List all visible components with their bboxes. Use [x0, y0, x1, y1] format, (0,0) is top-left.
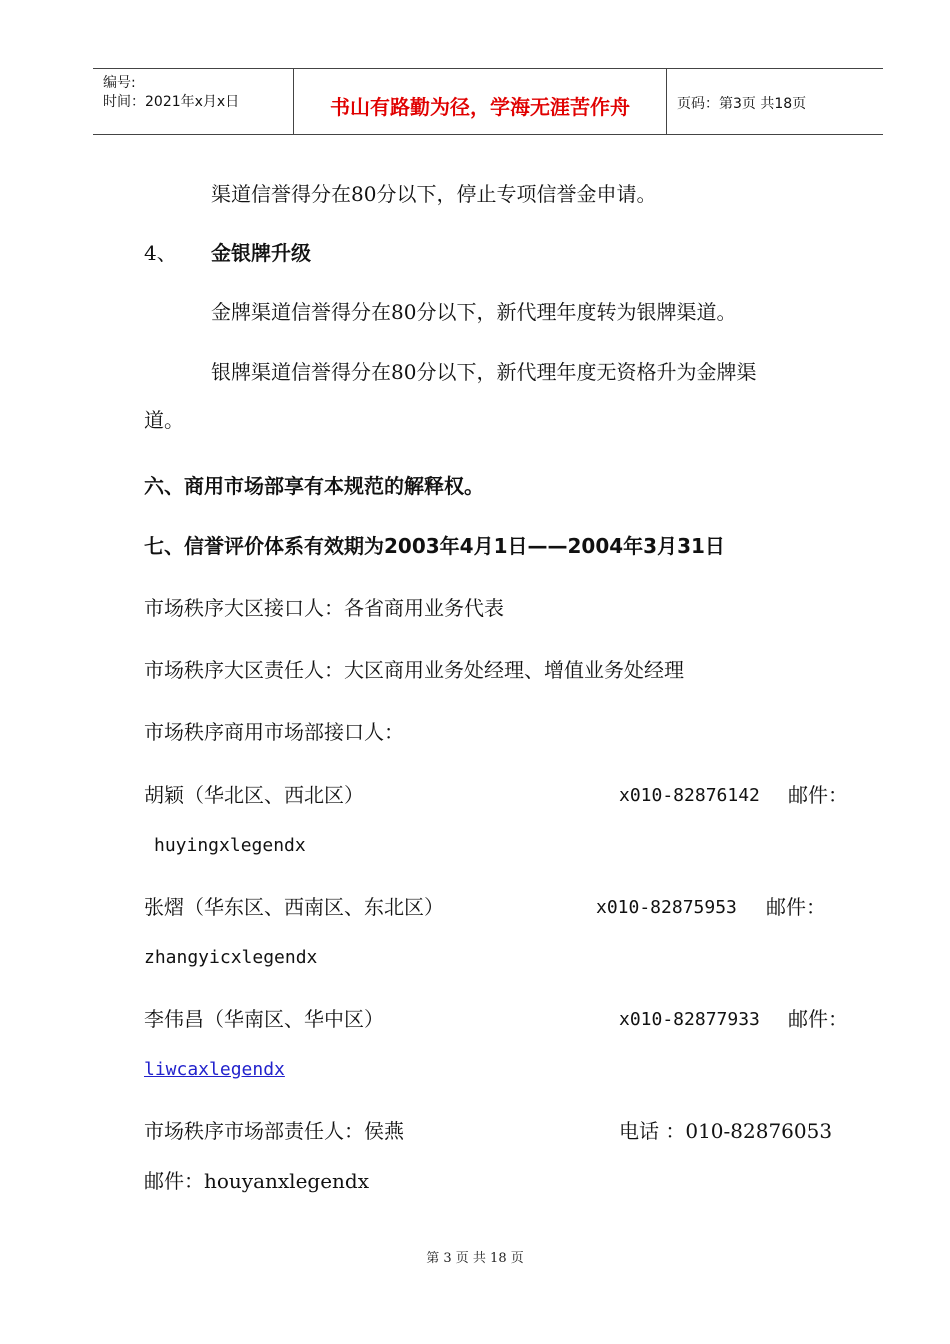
contact-phone: x010-82876142	[619, 785, 760, 806]
contact-name: 李伟昌（华南区、华中区）	[144, 1007, 384, 1031]
dept-interface-contact: 市场秩序商用市场部接口人：	[144, 720, 404, 744]
item-4-title: 金银牌升级	[211, 241, 311, 265]
document-number-label: 编号:	[103, 75, 136, 91]
contact-phone: x010-82875953	[596, 897, 737, 918]
contact-email-label: 邮件：	[766, 895, 826, 919]
page-header	[93, 68, 883, 135]
silver-channel-rule-line1: 银牌渠道信誉得分在80分以下，新代理年度无资格升为金牌渠	[211, 360, 757, 384]
contact-email-label: 邮件：	[788, 1007, 848, 1031]
region-responsible-contact: 市场秩序大区责任人：大区商用业务处经理、增值业务处经理	[144, 658, 684, 682]
page-footer: 第 3 页 共 18 页	[426, 1251, 524, 1266]
section-6-heading: 六、商用市场部享有本规范的解释权。	[144, 474, 484, 498]
header-page-cell	[667, 69, 883, 134]
contact-email: huyingxlegendx	[154, 835, 306, 856]
dept-head-label: 市场秩序市场部责任人：侯燕	[144, 1119, 404, 1143]
header-meta-cell	[93, 69, 294, 134]
contact-email-label: 邮件：	[788, 783, 848, 807]
contact-phone: x010-82877933	[619, 1009, 760, 1030]
dept-head-phone: 电话 ：010-82876053	[619, 1119, 833, 1143]
header-page-number: 页码：第3页 共18页	[677, 96, 807, 112]
header-motto: 书山有路勤为径，学海无涯苦作舟	[330, 95, 630, 119]
section-7-heading: 七、信誉评价体系有效期为2003年4月1日——2004年3月31日	[144, 534, 725, 558]
item-4-number: 4、	[144, 241, 177, 265]
contact-name: 张熠（华东区、西南区、东北区）	[144, 895, 444, 919]
dept-head-email: 邮件：houyanxlegendx	[144, 1169, 370, 1193]
region-interface-contact: 市场秩序大区接口人：各省商用业务代表	[144, 596, 504, 620]
contact-email: zhangyicxlegendx	[144, 947, 318, 968]
silver-channel-rule-line2: 道。	[144, 408, 184, 432]
credit-line-stop: 渠道信誉得分在80分以下，停止专项信誉金申请。	[211, 182, 657, 206]
contact-name: 胡颖（华北区、西北区）	[144, 783, 364, 807]
document-time-label: 时间：2021年x月x日	[103, 94, 240, 110]
header-motto-cell	[294, 69, 667, 134]
gold-channel-rule: 金牌渠道信誉得分在80分以下，新代理年度转为银牌渠道。	[211, 300, 737, 324]
contact-email-link[interactable]: liwcaxlegendx	[144, 1059, 285, 1080]
